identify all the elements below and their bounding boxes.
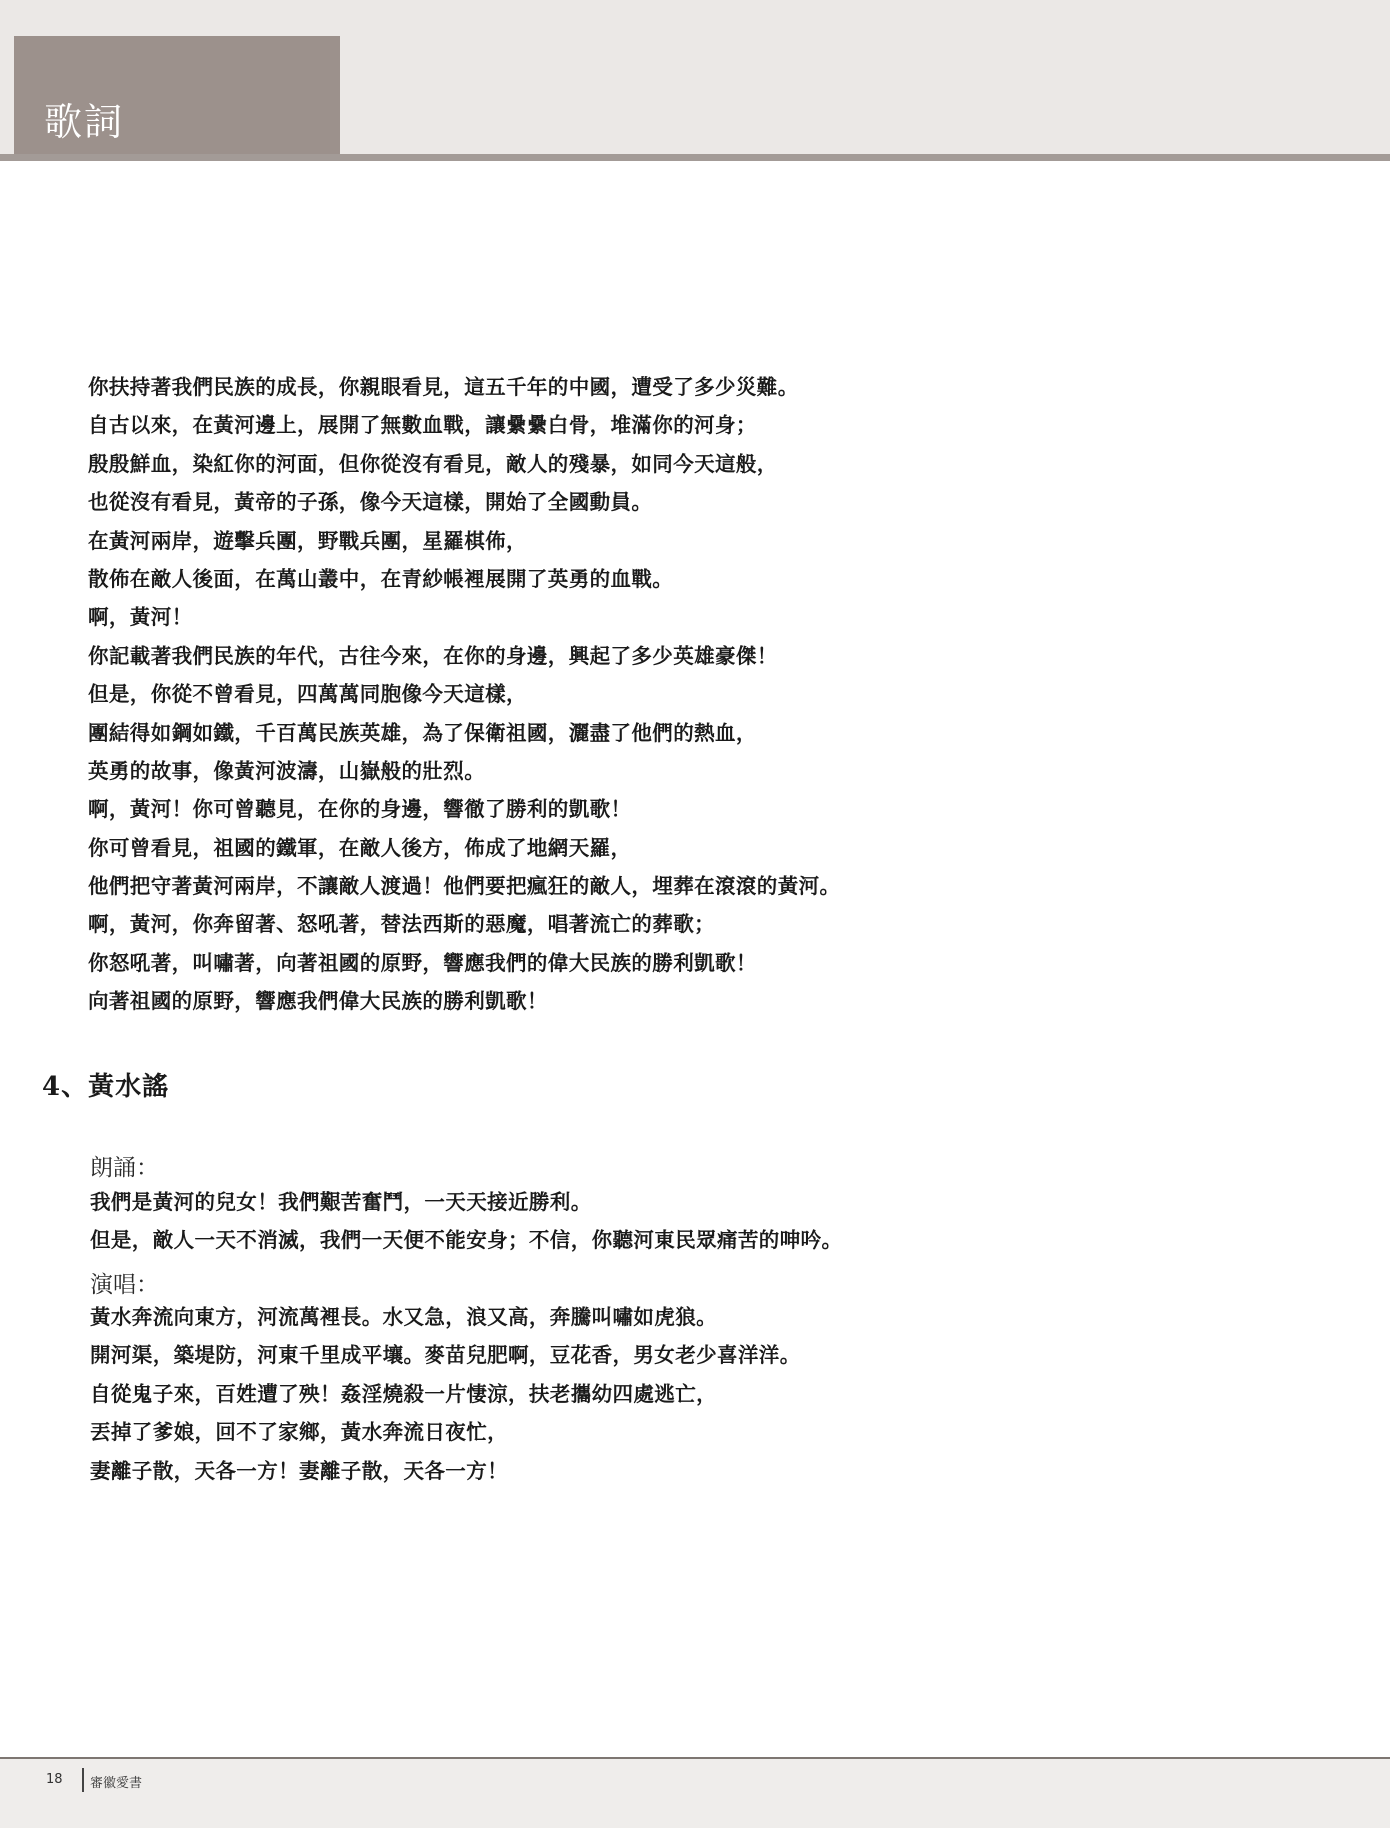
- publication-title: 審徽愛書: [90, 1776, 143, 1791]
- text-line: 你記載著我們民族的年代，古往今來，在你的身邊，興起了多少英雄豪傑！: [88, 643, 778, 668]
- footer-band: [0, 1759, 1390, 1828]
- text-line: 啊，黃河！: [88, 605, 193, 630]
- singing-block: [90, 1298, 801, 1490]
- text-line: 在黃河兩岸，遊擊兵團，野戰兵團，星羅棋佈，: [88, 528, 527, 553]
- page-number: 18: [46, 1772, 63, 1787]
- text-line: 殷殷鮮血，染紅你的河面，但你從沒有看見，敵人的殘暴，如同今天這般，: [88, 451, 778, 476]
- text-line: 我們是黃河的兒女！我們艱苦奮鬥，一天天接近勝利。: [90, 1190, 592, 1214]
- text-line: 你怒吼著，叫嘯著，向著祖國的原野，響應我們的偉大民族的勝利凱歌！: [88, 950, 757, 975]
- text-line: 你可曾看見，祖國的鐵軍，在敵人後方，佈成了地網天羅，: [88, 835, 632, 860]
- footer-divider: [82, 1768, 84, 1792]
- text-line: 但是，你從不曾看見，四萬萬同胞像今天這樣，: [88, 682, 527, 707]
- text-line: 妻離子散，天各一方！妻離子散，天各一方！: [90, 1458, 508, 1483]
- text-line: 自古以來，在黃河邊上，展開了無數血戰，讓纍纍白骨，堆滿你的河身；: [88, 413, 757, 438]
- text-line: 散佈在敵人後面，在萬山叢中，在青紗帳裡展開了英勇的血戰。: [88, 566, 674, 591]
- text-line: 團結得如鋼如鐵，千百萬民族英雄，為了保衛祖國，灑盡了他們的熱血，: [88, 720, 757, 745]
- text-line: 啊，黃河！你可曾聽見，在你的身邊，響徹了勝利的凱歌！: [88, 797, 632, 822]
- singing-label: 演唱：: [90, 1272, 159, 1298]
- lyrics-body: [88, 368, 1348, 1021]
- text-line: 但是，敵人一天不消滅，我們一天便不能安身；不信，你聽河東民眾痛苦的呻吟。: [90, 1228, 843, 1253]
- section-header-tab: [14, 36, 340, 156]
- text-line: 向著祖國的原野，響應我們偉大民族的勝利凱歌！: [88, 989, 548, 1014]
- section-title: 4、黃水謠: [42, 1072, 170, 1102]
- text-line: 丟掉了爹娘，回不了家鄉，黃水奔流日夜忙，: [90, 1420, 508, 1445]
- section-header-title: 歌詞: [44, 100, 125, 144]
- header-rule: [0, 154, 1390, 161]
- recitation-label: 朗誦：: [90, 1155, 159, 1181]
- text-line: 也從沒有看見，黃帝的子孫，像今天這樣，開始了全國動員。: [88, 490, 653, 515]
- text-line: 你扶持著我們民族的成長，你親眼看見，這五千年的中國，遭受了多少災難。: [88, 375, 799, 399]
- text-line: 他們把守著黃河兩岸，不讓敵人渡過！他們要把瘋狂的敵人，埋葬在滾滾的黃河。: [88, 874, 841, 899]
- text-line: 啊，黃河，你奔留著、怒吼著，替法西斯的惡魔，唱著流亡的葬歌；: [88, 912, 715, 937]
- recitation-block: [90, 1183, 842, 1260]
- text-line: 黃水奔流向東方，河流萬裡長。水又急，浪又高，奔騰叫嘯如虎狼。: [90, 1305, 717, 1329]
- text-line: 自從鬼子來，百姓遭了殃！姦淫燒殺一片悽涼，扶老攜幼四處逃亡，: [90, 1381, 717, 1406]
- text-line: 開河渠，築堤防，河東千里成平壤。麥苗兒肥啊，豆花香，男女老少喜洋洋。: [90, 1343, 801, 1368]
- text-line: 英勇的故事，像黃河波濤，山嶽般的壯烈。: [88, 758, 486, 783]
